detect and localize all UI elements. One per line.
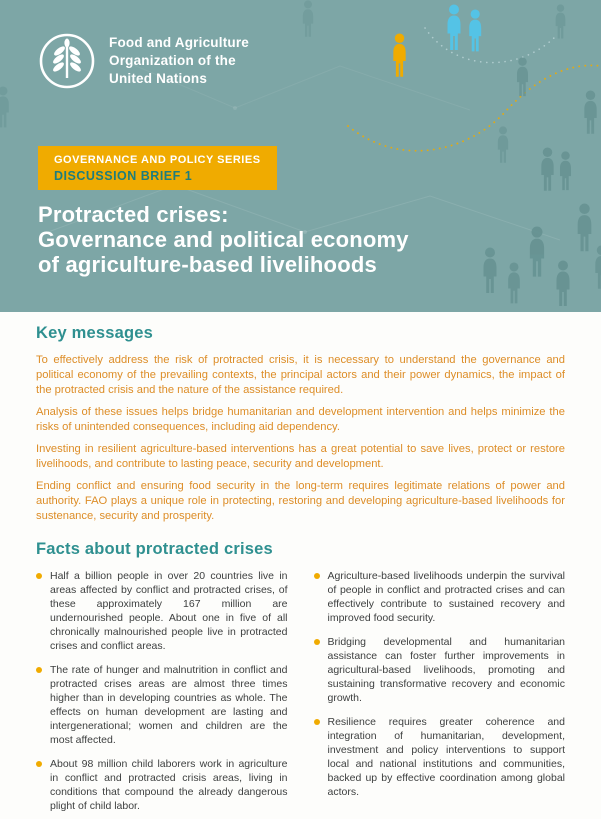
bullet-dot-icon <box>314 573 320 579</box>
fact-text: About 98 million child laborers work in agriculture in conflict and protracted crisis areas, living in conditions that compound the already dangerous plight of child labor. <box>50 758 288 812</box>
fao-logo <box>38 32 249 90</box>
title-line: of agriculture-based livelihoods <box>38 252 377 277</box>
fact-text: The rate of hunger and malnutrition in conflict and protracted crises areas are almost three times higher than in developing countries as whole. The effects on human development are lasting and intergenerational; women and children are the most affected. <box>50 664 288 746</box>
key-message-paragraph: Ending conflict and ensuring food security in the long-term requires legitimate relations of power and authority. FAO plays a unique role in protecting, restoring and developing agriculture-based livelihoods for sustenance, security and prosperity. <box>36 480 565 522</box>
title-line: Protracted crises: <box>38 202 229 227</box>
page-title <box>38 202 409 277</box>
fact-text: Half a billion people in over 20 countries live in areas affected by conflict and protracted crises, of these approximately 167 million are undernourished people. About one in five of all chronically malnourished people live in protracted crises and conflict areas. <box>50 570 288 652</box>
fact-item <box>314 635 566 705</box>
logo-line: Organization of the <box>109 53 236 68</box>
title-line: Governance and political economy <box>38 227 409 252</box>
fao-logo-text <box>109 34 249 88</box>
facts-left-column <box>36 569 288 819</box>
fact-item <box>314 569 566 625</box>
fact-item <box>36 663 288 747</box>
fao-logo-icon <box>38 32 96 90</box>
key-message-paragraph: To effectively address the risk of protracted crisis, it is necessary to understand the governance and political economy of the prevailing contexts, the principal actors and their power dynamics, the impact of the protracted crisis and the nature of the assistance required. <box>36 354 565 396</box>
bullet-dot-icon <box>36 573 42 579</box>
facts-heading: Facts about protracted crises <box>36 540 273 558</box>
fact-item <box>36 569 288 653</box>
bullet-dot-icon <box>36 761 42 767</box>
facts-columns <box>36 569 565 819</box>
key-message-paragraph: Investing in resilient agriculture-based interventions has a great potential to save lives, protect or restore livelihoods, and contribute to lasting peace, security and development. <box>36 443 565 470</box>
bullet-dot-icon <box>314 719 320 725</box>
fact-item <box>314 715 566 799</box>
fact-text: Bridging developmental and humanitarian assistance can foster further improvements in agricultural-based livelihoods, promoting and sustaining transformative recovery and economic growth. <box>327 636 565 704</box>
logo-line: United Nations <box>109 71 208 86</box>
fact-text: Agriculture-based livelihoods underpin the survival of people in conflict and protracted crises and can effectively contribute to sustained recovery and improved food security. <box>327 570 565 624</box>
facts-right-column <box>314 569 566 819</box>
logo-line: Food and Agriculture <box>109 35 249 50</box>
brief-label: DISCUSSION BRIEF 1 <box>54 169 193 183</box>
series-banner <box>38 146 277 190</box>
key-message-paragraph: Analysis of these issues helps bridge humanitarian and development intervention and helps minimize the risks of unintended consequences, including aid dependency. <box>36 406 565 433</box>
fact-item <box>36 757 288 813</box>
key-messages-heading: Key messages <box>36 324 154 342</box>
facts-section <box>36 540 565 819</box>
bullet-dot-icon <box>314 639 320 645</box>
key-messages-section <box>36 324 565 524</box>
fact-text: Resilience requires greater coherence and integration of humanitarian, development, investment and policy interventions to support local and national institutions and communities, backed up by effective coordination among global actors. <box>327 716 565 798</box>
bullet-dot-icon <box>36 667 42 673</box>
document-body <box>0 312 601 819</box>
series-label: GOVERNANCE AND POLICY SERIES <box>54 154 261 166</box>
header-banner <box>0 0 601 312</box>
